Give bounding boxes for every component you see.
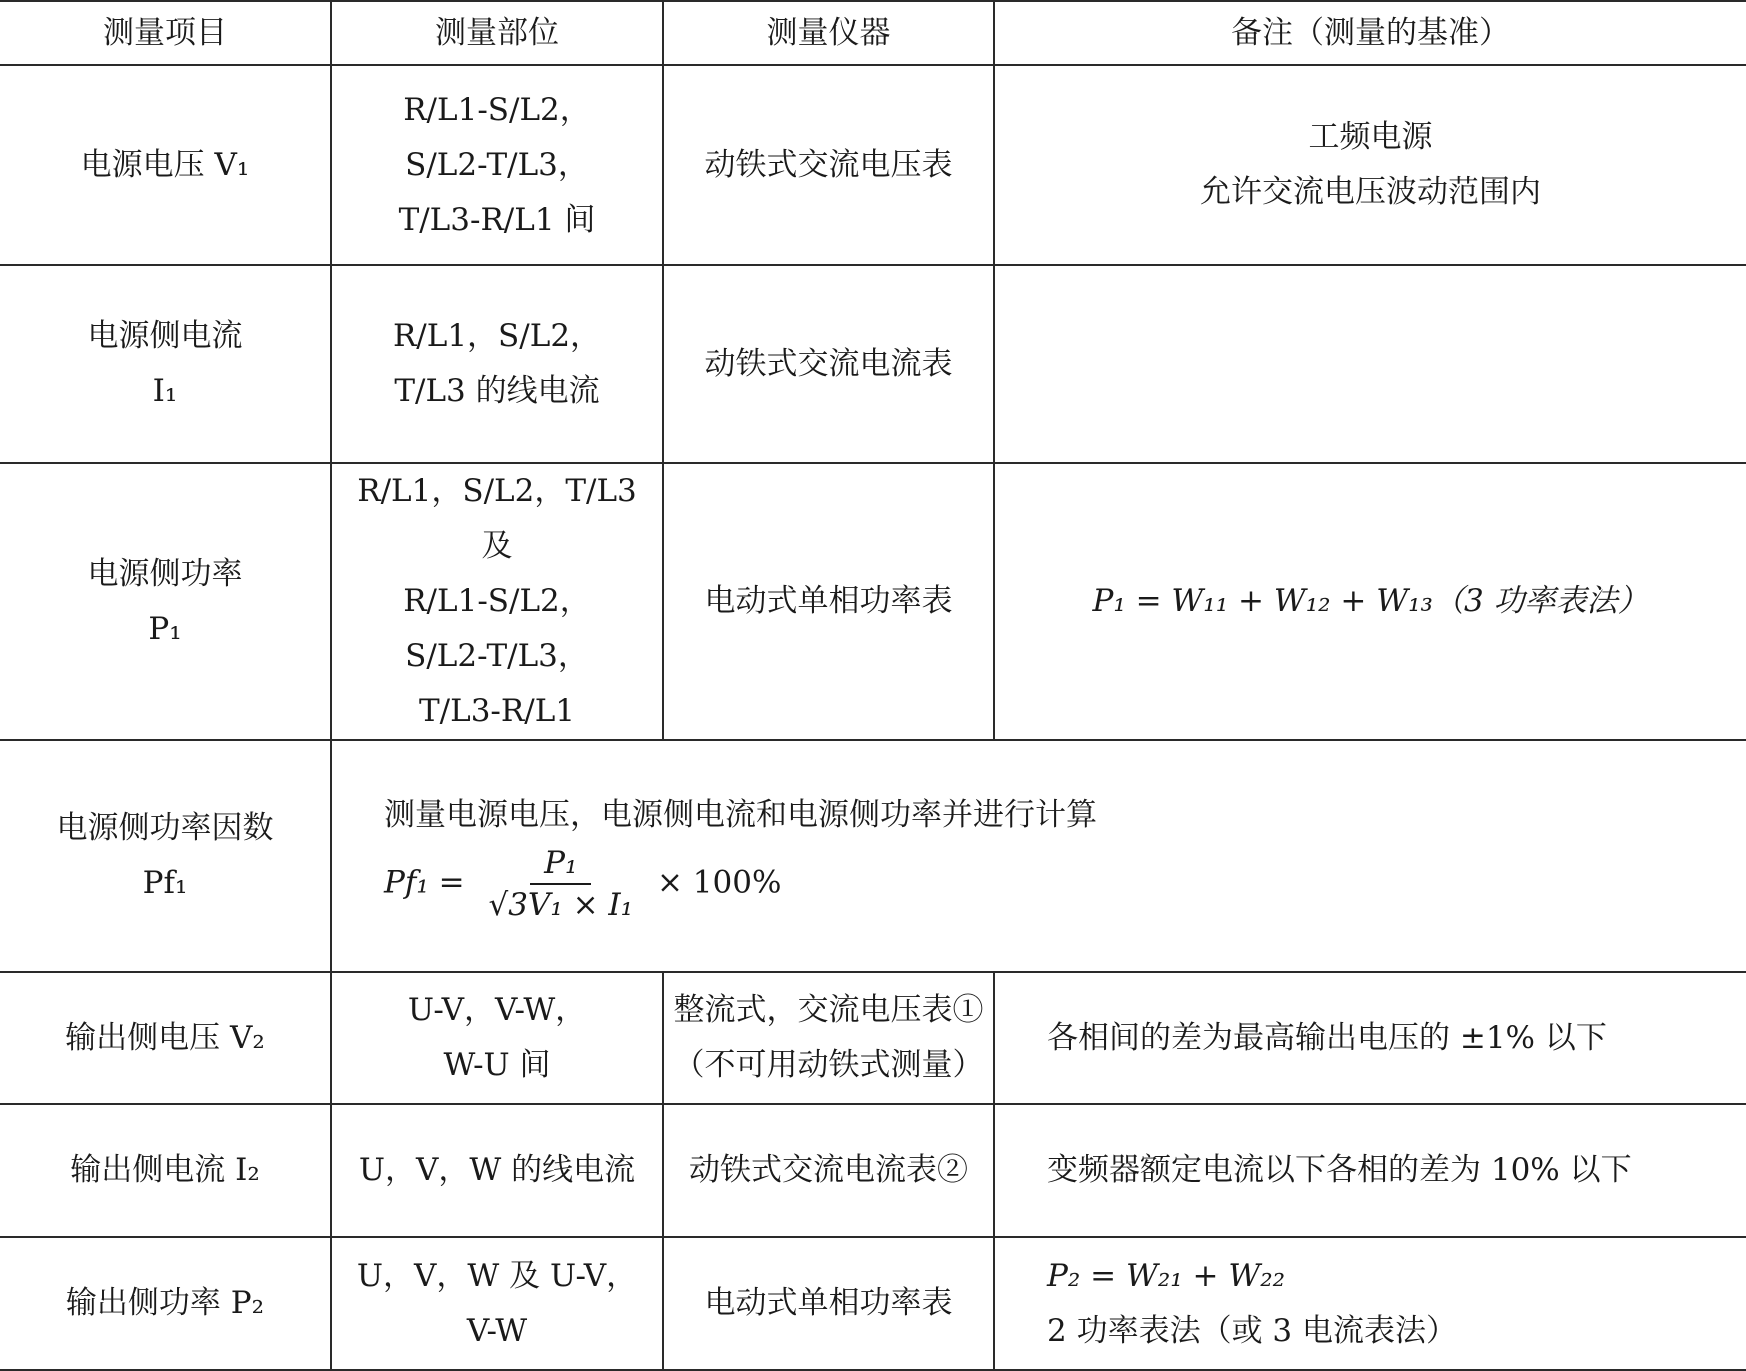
cell-remark (994, 1237, 1746, 1370)
header-location: 测量部位 (331, 1, 663, 65)
cell-location: U，V，W 的线电流 (331, 1104, 663, 1237)
cell-location: R/L1-S/L2， S/L2-T/L3， T/L3-R/L1 间 (331, 65, 663, 265)
cell-item: 输出侧功率 P₂ (0, 1237, 331, 1370)
cell-remark-formula: P₁ = W₁₁ + W₁₂ + W₁₃（3 功率表法） (994, 463, 1746, 740)
cell-location: U-V，V-W， W-U 间 (331, 972, 663, 1104)
table-row (0, 1237, 1746, 1370)
cell-instrument: 电动式单相功率表 (663, 463, 994, 740)
header-row (0, 1, 1746, 65)
formula-denominator: √3V₁ × I₁ (488, 886, 634, 923)
cell-item: 输出侧电流 I₂ (0, 1104, 331, 1237)
formula-tail: × 100% (656, 864, 782, 900)
cell-item: 电源侧电流 I₁ (0, 265, 331, 463)
remark-formula: P₂ = W₂₁ + W₂₂ (1047, 1257, 1286, 1294)
power-factor-formula (384, 843, 1740, 925)
formula-fraction (482, 843, 639, 925)
cell-location: R/L1，S/L2， T/L3 的线电流 (331, 265, 663, 463)
table-row (0, 972, 1746, 1104)
table-row (0, 65, 1746, 265)
cell-location: R/L1，S/L2，T/L3 及 R/L1-S/L2， S/L2-T/L3， T/L3-R/L1 (331, 463, 663, 740)
table-row (0, 265, 1746, 463)
header-item: 测量项目 (0, 1, 331, 65)
cell-remark (994, 265, 1746, 463)
cell-remark: 变频器额定电流以下各相的差为 10% 以下 (994, 1104, 1746, 1237)
cell-location: U，V，W 及 U-V， V-W (331, 1237, 663, 1370)
calculation-text: 测量电源电压，电源侧电流和电源侧功率并进行计算 (384, 796, 1097, 833)
remark-text: 2 功率表法（或 3 电流表法） (1047, 1312, 1458, 1349)
cell-remark: 各相间的差为最高输出电压的 ±1% 以下 (994, 972, 1746, 1104)
header-remark: 备注（测量的基准） (994, 1, 1746, 65)
cell-instrument: 动铁式交流电流表② (663, 1104, 994, 1237)
cell-merged-calculation (331, 740, 1746, 972)
formula-lhs: Pf₁ = (384, 864, 465, 900)
cell-item: 输出侧电压 V₂ (0, 972, 331, 1104)
cell-item: 电源电压 V₁ (0, 65, 331, 265)
formula-numerator: P₁ (530, 843, 591, 885)
cell-remark: 工频电源 允许交流电压波动范围内 (994, 65, 1746, 265)
table-row (0, 463, 1746, 740)
cell-instrument: 电动式单相功率表 (663, 1237, 994, 1370)
table-row (0, 740, 1746, 972)
cell-instrument: 动铁式交流电压表 (663, 65, 994, 265)
table-row (0, 1104, 1746, 1237)
header-instrument: 测量仪器 (663, 1, 994, 65)
cell-instrument: 整流式，交流电压表① （不可用动铁式测量） (663, 972, 994, 1104)
cell-instrument: 动铁式交流电流表 (663, 265, 994, 463)
cell-item: 电源侧功率因数 Pf₁ (0, 740, 331, 972)
cell-item: 电源侧功率 P₁ (0, 463, 331, 740)
